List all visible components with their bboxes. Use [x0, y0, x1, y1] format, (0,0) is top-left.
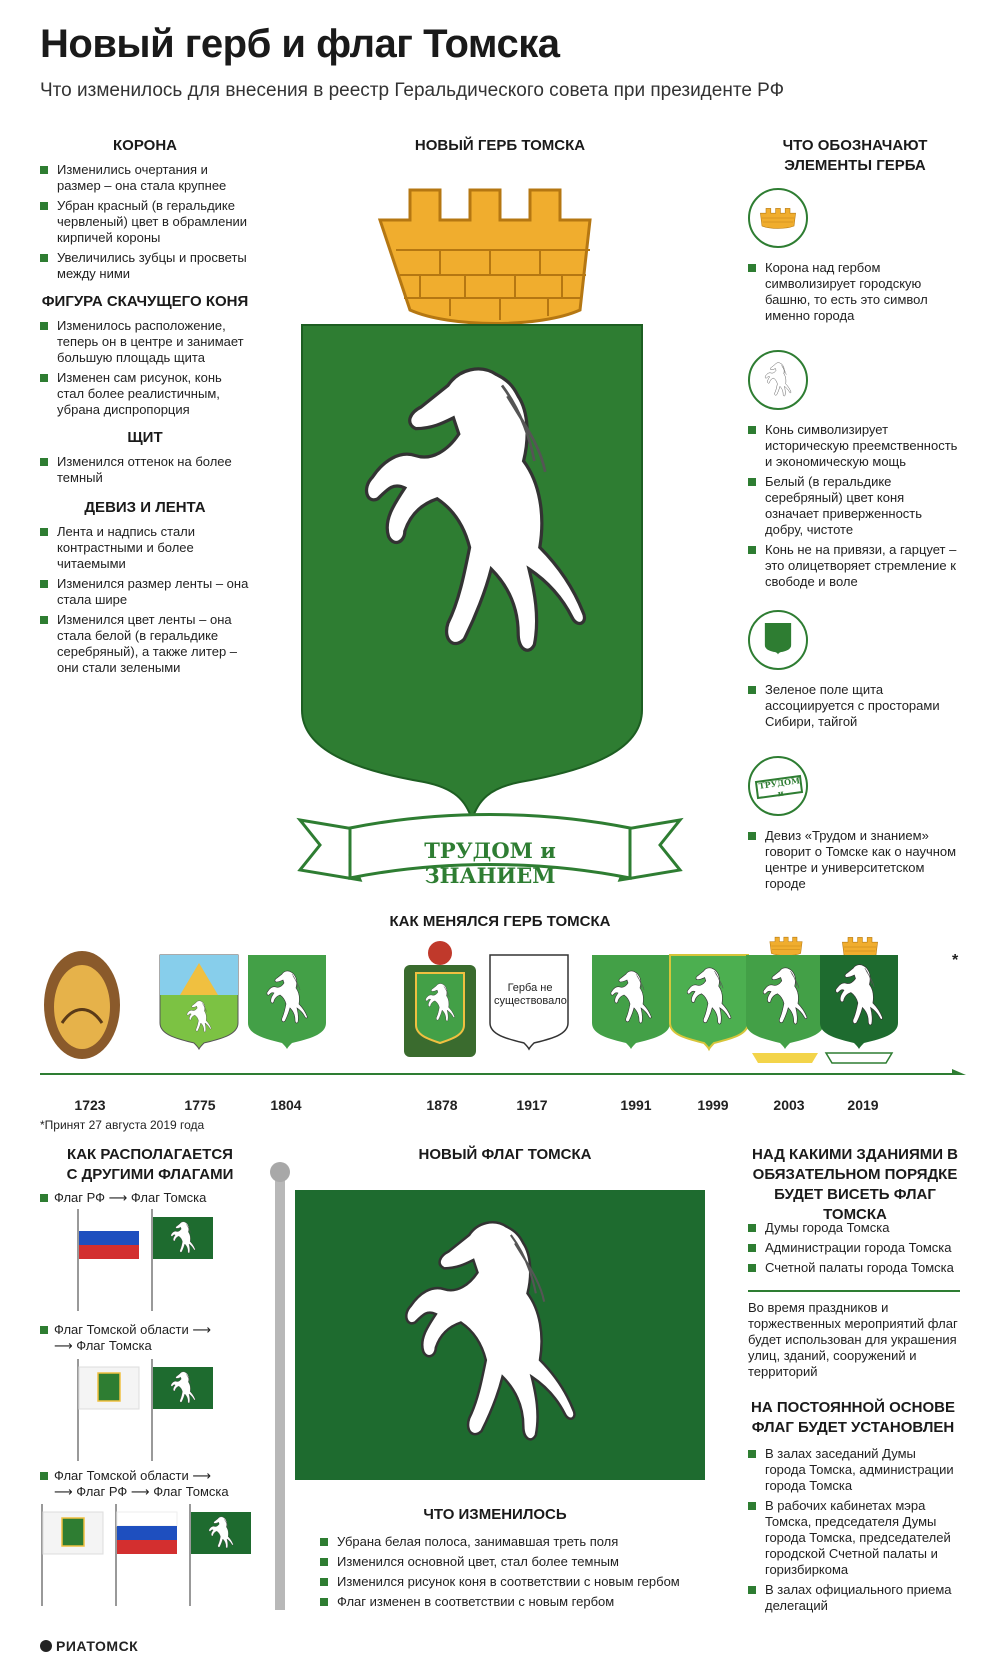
- arrow-icon: ⟶: [54, 1338, 73, 1353]
- horse-list: [40, 318, 250, 418]
- list-item: Изменилось расположение, теперь он в центре и занимает большую площадь щита: [40, 318, 250, 366]
- crown-heading: КОРОНА: [113, 137, 177, 154]
- flags-row-3: [34, 1500, 264, 1610]
- flag-changes-list: [320, 1534, 710, 1614]
- permanent-list: [748, 1446, 958, 1618]
- list-item: Изменился рисунок коня в соответствии с новым гербом: [320, 1574, 710, 1590]
- page-title: Новый герб и флаг Томска: [40, 22, 560, 66]
- list-item: В залах заседаний Думы города Томска, администрации города Томска: [748, 1446, 958, 1494]
- flags-row-3-caption: [40, 1468, 260, 1500]
- year-label: 1723: [74, 1097, 106, 1113]
- list-item: Изменился цвет ленты – она стала белой (в геральдике серебряный), а также литер – они стали зелеными: [40, 612, 250, 676]
- flag-caption-a: Флаг Томской области: [54, 1468, 189, 1483]
- horse-circle-icon: [748, 350, 808, 410]
- flags-row-2: [70, 1355, 230, 1465]
- list-item: Изменились очертания и размер – она стала крупнее: [40, 162, 250, 194]
- year-label: 1917: [516, 1097, 548, 1113]
- list-item: Флаг изменен в соответствии с новым гербом: [320, 1594, 710, 1610]
- motto-meaning-list: [748, 828, 958, 896]
- asterisk: *: [952, 952, 959, 969]
- holidays-note: Во время праздников и торжественных мероприятий флаг будет использован для украшения улиц, зданий, сооружений и территорий: [748, 1300, 958, 1379]
- motto-text: ТРУДОМ и ЗНАНИЕМ: [424, 838, 556, 888]
- list-item: Конь символизирует историческую преемственность и экономическую мощь: [748, 422, 958, 470]
- arrow-icon: ⟶: [192, 1468, 212, 1483]
- list-item: Администрации города Томска: [748, 1240, 958, 1256]
- page-subtitle: Что изменилось для внесения в реестр Геральдического совета при президенте РФ: [40, 80, 785, 101]
- arms-1991-icon: [592, 955, 670, 1049]
- field-meaning-list: [748, 682, 958, 734]
- arrow-icon: ⟶: [130, 1484, 150, 1499]
- flag-changes-heading: ЧТО ИЗМЕНИЛОСЬ: [423, 1506, 567, 1523]
- flag-caption-a: Флаг Томской области: [54, 1322, 189, 1337]
- buildings-list: [748, 1220, 958, 1280]
- logo-mark-icon: [40, 1640, 52, 1652]
- flags-order-heading: КАК РАСПОЛАГАЕТСЯ С ДРУГИМИ ФЛАГАМИ: [66, 1146, 234, 1183]
- list-item: Лента и надпись стали контрастными и более читаемыми: [40, 524, 250, 572]
- year-label: 1991: [620, 1097, 652, 1113]
- list-item: Корона над гербом символизирует городскую башню, то есть это символ именно города: [748, 260, 958, 324]
- new-flag-heading: НОВЫЙ ФЛАГ ТОМСКА: [418, 1146, 592, 1163]
- flags-row-2-caption: [40, 1322, 240, 1354]
- list-item: Белый (в геральдике серебряный) цвет коня означает приверженность добру, чистоте: [748, 474, 958, 538]
- year-label: 1775: [184, 1097, 216, 1113]
- logo: [40, 1638, 138, 1654]
- permanent-heading: НА ПОСТОЯННОЙ ОСНОВЕ ФЛАГ БУДЕТ УСТАНОВЛЕН: [751, 1399, 955, 1436]
- list-item: Зеленое поле щита ассоциируется с просторами Сибири, тайгой: [748, 682, 958, 730]
- coat-of-arms-heading: НОВЫЙ ГЕРБ ТОМСКА: [414, 137, 586, 154]
- arms-1804-icon: [248, 955, 326, 1049]
- buildings-heading: НАД КАКИМИ ЗДАНИЯМИ В ОБЯЗАТЕЛЬНОМ ПОРЯДКЕ БУДЕТ ВИСЕТЬ ФЛАГ ТОМСКА: [751, 1146, 959, 1223]
- year-label: 1878: [426, 1097, 458, 1113]
- list-item: Думы города Томска: [748, 1220, 958, 1236]
- list-item: Убран красный (в геральдике червленый) цвет в обрамлении кирпичей короны: [40, 198, 250, 246]
- motto-icon-text: ТРУДОМ и: [758, 775, 801, 799]
- arms-2019-icon: [820, 937, 898, 1063]
- year-label: 2019: [847, 1097, 879, 1113]
- list-item: Изменился размер ленты – она стала шире: [40, 576, 250, 608]
- shield-list: [40, 454, 250, 486]
- list-item: Девиз «Трудом и знанием» говорит о Томске как о научном центре и университетском городе: [748, 828, 958, 892]
- timeline-footnote: *Принят 27 августа 2019 года: [40, 1118, 205, 1132]
- arrow-icon: ⟶: [108, 1190, 128, 1205]
- flag-caption-b: Флаг РФ: [76, 1484, 128, 1499]
- shield-heading: ЩИТ: [127, 429, 163, 446]
- flag-caption-b: Флаг Томска: [130, 1190, 207, 1205]
- list-item: Увеличились зубцы и просветы между ними: [40, 250, 250, 282]
- left-column: [40, 136, 250, 680]
- divider: [748, 1290, 960, 1292]
- arms-2003-icon: [746, 937, 824, 1063]
- flag-caption-b: Флаг Томска: [76, 1338, 152, 1353]
- crown-list: [40, 162, 250, 282]
- flags-row-1-caption: [40, 1190, 260, 1206]
- elements-heading: ЧТО ОБОЗНАЧАЮТ ЭЛЕМЕНТЫ ГЕРБА: [782, 137, 928, 174]
- crown-meaning-list: [748, 260, 958, 328]
- arrow-icon: ⟶: [192, 1322, 212, 1337]
- year-label: 1804: [270, 1097, 302, 1113]
- logo-text: РИАТОМСК: [56, 1638, 139, 1654]
- flag-caption-a: Флаг РФ: [54, 1190, 106, 1205]
- field-circle-icon: [748, 610, 808, 670]
- flag-caption-c: Флаг Томска: [153, 1484, 229, 1499]
- ribbon-list: [40, 524, 250, 676]
- arrow-icon: ⟶: [54, 1484, 73, 1499]
- timeline-heading: КАК МЕНЯЛСЯ ГЕРБ ТОМСКА: [389, 913, 611, 930]
- horse-meaning-list: [748, 422, 958, 594]
- crown-icon: [380, 190, 590, 324]
- year-label: 1999: [697, 1097, 729, 1113]
- list-item: Изменился основной цвет, стал более темным: [320, 1554, 710, 1570]
- year-label: 2003: [773, 1097, 805, 1113]
- list-item: Изменился оттенок на более темный: [40, 454, 250, 486]
- list-item: Изменен сам рисунок, конь стал более реалистичным, убрана диспропорция: [40, 370, 250, 418]
- no-arms-label: Герба не существовало: [494, 982, 567, 1007]
- crown-circle-icon: [748, 188, 808, 248]
- new-coat-of-arms: [300, 170, 690, 890]
- flags-row-1: [70, 1205, 230, 1315]
- list-item: Счетной палаты города Томска: [748, 1260, 958, 1276]
- list-item: Конь не на привязи, а гарцует – это олицетворяет стремление к свободе и воле: [748, 542, 958, 590]
- arms-1775-icon: [160, 955, 238, 1049]
- motto-circle-icon: [748, 756, 808, 816]
- list-item: В залах официального приема делегаций: [748, 1582, 958, 1614]
- arms-1999-icon: [670, 955, 748, 1049]
- ribbon-heading: ДЕВИЗ И ЛЕНТА: [84, 499, 206, 516]
- arms-1878-icon: [404, 941, 476, 1057]
- arms-1723-icon: [44, 951, 120, 1059]
- horse-heading: ФИГУРА СКАЧУЩЕГО КОНЯ: [41, 293, 249, 310]
- list-item: В рабочих кабинетах мэра Томска, председателя Думы города Томска, председателей городской Счетной палаты и горизбиркома: [748, 1498, 958, 1578]
- list-item: Убрана белая полоса, занимавшая треть поля: [320, 1534, 710, 1550]
